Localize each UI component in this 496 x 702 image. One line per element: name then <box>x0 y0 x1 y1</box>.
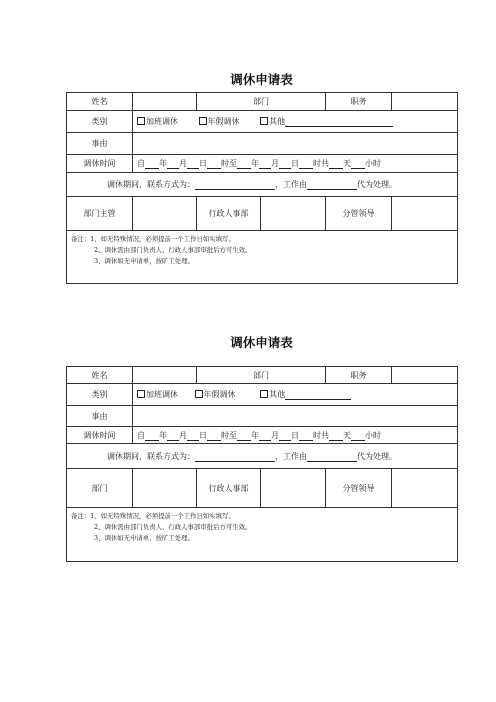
sig-dept-field[interactable] <box>133 469 197 508</box>
overtime-checkbox[interactable]: 加班调休 <box>137 117 178 126</box>
sig-dept-field[interactable] <box>133 197 197 231</box>
checkbox-icon <box>137 390 145 398</box>
other-input[interactable] <box>285 117 393 127</box>
start-day-input[interactable] <box>187 159 199 169</box>
reason-field[interactable] <box>133 406 458 427</box>
end-day-input[interactable] <box>279 431 291 441</box>
total-hours-input[interactable] <box>351 431 365 441</box>
time-fields: 自 年 月 日 时至 年 月 日 时共 天 小时 <box>133 427 458 444</box>
leave-form-table <box>66 366 458 562</box>
note-line: 2、调休需由部门负责人、行政人事部审批后方可生效。 <box>94 523 252 531</box>
sig-dept-label: 部门主管 <box>67 197 133 231</box>
total-days-input[interactable] <box>329 159 343 169</box>
checkbox-icon <box>137 117 145 125</box>
form-title: 调休申请表 <box>230 335 293 350</box>
name-label: 姓名 <box>67 367 133 384</box>
type-options <box>133 111 458 133</box>
other-checkbox[interactable]: 其他 <box>260 390 285 399</box>
dept-label: 部门 <box>197 367 326 384</box>
position-field[interactable] <box>392 367 458 384</box>
other-input[interactable] <box>285 390 351 400</box>
sig-hr-label: 行政人事部 <box>197 197 261 231</box>
notes <box>67 231 458 284</box>
note-line: 3、调休如无申请单，按旷工处理。 <box>94 257 194 265</box>
name-field[interactable] <box>133 93 197 111</box>
name-label: 姓名 <box>67 93 133 111</box>
position-field[interactable] <box>392 93 458 111</box>
end-hour-input[interactable] <box>299 431 313 441</box>
start-hour-input[interactable] <box>207 431 221 441</box>
name-field[interactable] <box>133 367 197 384</box>
checkbox-icon <box>260 117 268 125</box>
checkbox-icon <box>260 390 268 398</box>
type-options <box>133 384 458 406</box>
other-checkbox[interactable]: 其他 <box>260 117 285 126</box>
type-label: 类别 <box>67 384 133 406</box>
start-year-input[interactable] <box>145 431 159 441</box>
sig-lead-label: 分管领导 <box>326 197 392 231</box>
end-hour-input[interactable] <box>299 159 313 169</box>
total-days-input[interactable] <box>329 431 343 441</box>
time-label: 调休时间 <box>67 155 133 173</box>
time-label: 调休时间 <box>67 427 133 444</box>
contact-row: 调休期间，联系方式为： ，工作由 代为处理。 <box>67 444 458 469</box>
contact-row: 调休期间，联系方式为： ，工作由 代为处理。 <box>67 173 458 197</box>
start-day-input[interactable] <box>187 431 199 441</box>
notes <box>67 508 458 562</box>
overtime-checkbox[interactable]: 加班调休 <box>137 390 178 399</box>
checkbox-icon <box>199 117 207 125</box>
end-month-input[interactable] <box>259 431 271 441</box>
end-day-input[interactable] <box>279 159 291 169</box>
handover-input[interactable] <box>307 452 357 462</box>
sig-lead-field[interactable] <box>392 197 458 231</box>
reason-field[interactable] <box>133 133 458 155</box>
time-fields: 自 年 月 日 时至 年 月 日 时共 天 小时 <box>133 155 458 173</box>
annual-checkbox[interactable]: 年假调休 <box>199 117 240 126</box>
sig-hr-field[interactable] <box>261 469 326 508</box>
end-month-input[interactable] <box>259 159 271 169</box>
note-line: 备注：1、如无特殊情况，必须提前一个工作日如实填写。 <box>71 512 235 520</box>
checkbox-icon <box>195 390 203 398</box>
position-label: 职务 <box>326 367 392 384</box>
start-year-input[interactable] <box>145 159 159 169</box>
reason-label: 事由 <box>67 133 133 155</box>
contact-input[interactable] <box>195 180 275 190</box>
dept-label: 部门 <box>197 93 326 111</box>
type-label: 类别 <box>67 111 133 133</box>
note-line: 备注：1、如无特殊情况，必须提前一个工作日如实填写。 <box>71 235 235 243</box>
reason-label: 事由 <box>67 406 133 427</box>
note-line: 3、调休如无申请单，按旷工处理。 <box>94 534 194 542</box>
end-year-input[interactable] <box>237 431 251 441</box>
note-line: 2、调休需由部门负责人、行政人事部审批后方可生效。 <box>94 246 252 254</box>
sig-hr-label: 行政人事部 <box>197 469 261 508</box>
sig-lead-field[interactable] <box>392 469 458 508</box>
start-month-input[interactable] <box>167 431 179 441</box>
position-label: 职务 <box>326 93 392 111</box>
leave-form-table <box>66 92 458 284</box>
contact-input[interactable] <box>195 452 275 462</box>
annual-checkbox[interactable]: 年假调休 <box>195 390 236 399</box>
handover-input[interactable] <box>307 180 357 190</box>
total-hours-input[interactable] <box>351 159 365 169</box>
form-title: 调休申请表 <box>230 72 293 87</box>
sig-dept-label: 部门 <box>67 469 133 508</box>
end-year-input[interactable] <box>237 159 251 169</box>
sig-hr-field[interactable] <box>261 197 326 231</box>
sig-lead-label: 分管领导 <box>326 469 392 508</box>
start-hour-input[interactable] <box>207 159 221 169</box>
start-month-input[interactable] <box>167 159 179 169</box>
